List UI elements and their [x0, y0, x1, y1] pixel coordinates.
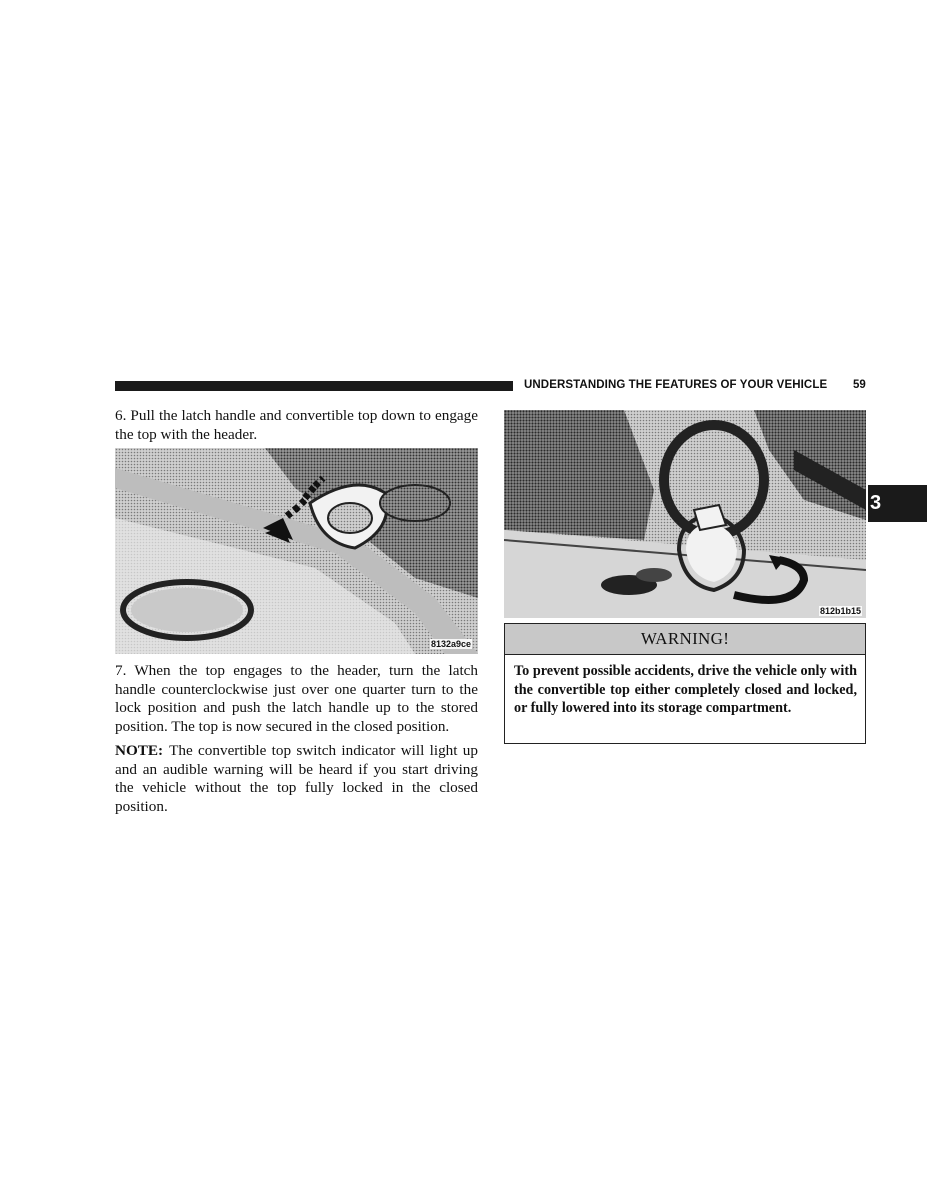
chapter-tab	[868, 485, 927, 522]
step-7-paragraph: 7. When the top engages to the header, turn the latch handle counterclockwise just over one quarter turn to the lock position and push the latch handle up to the stored position. The top is now secured in the closed position.	[115, 662, 478, 735]
latch-lock-figure	[504, 410, 866, 618]
latch-lock-illustration	[504, 410, 866, 618]
latch-engage-figure	[115, 448, 478, 654]
section-title: UNDERSTANDING THE FEATURES OF YOUR VEHICLE	[524, 379, 828, 391]
warning-text: To prevent possible accidents, drive the vehicle only with the convertible top either completely closed and locked, or fully lowered into its storage compartment.	[514, 663, 857, 717]
latch-engage-illustration	[115, 448, 478, 654]
note-text: The convertible top switch indicator will light up and an audible warning will be heard if you start driving the vehicle without the top fully locked in the closed position.	[115, 742, 478, 815]
warning-box	[504, 623, 866, 744]
step-6-paragraph: 6. Pull the latch handle and convertible top down to engage the top with the header.	[115, 407, 478, 443]
note-paragraph	[115, 742, 478, 816]
figure-2-code: 812b1b15	[819, 606, 861, 616]
page-number: 59	[853, 379, 866, 391]
warning-title: WARNING!	[505, 624, 865, 655]
figure-1-code: 8132a9ce	[430, 639, 471, 649]
note-label: NOTE:	[115, 742, 164, 759]
header-rule	[115, 381, 513, 391]
chapter-number: 3	[869, 492, 882, 514]
